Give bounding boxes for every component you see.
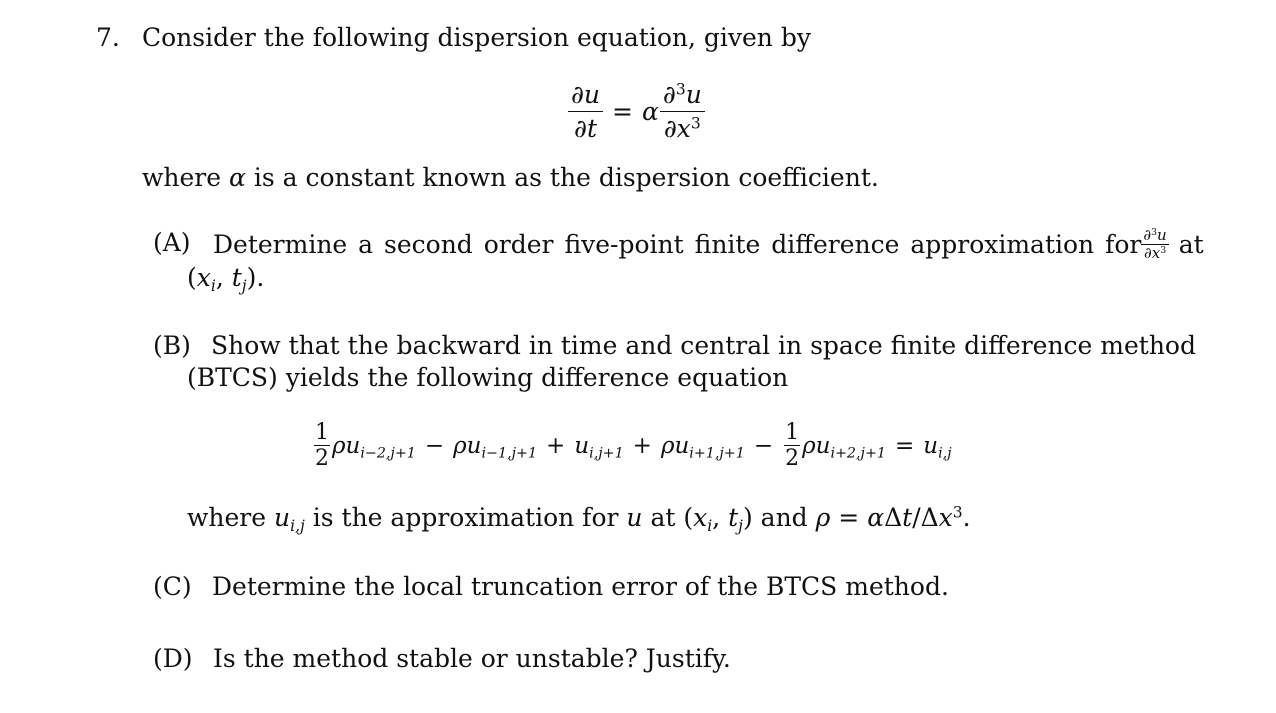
- part-b-line2: (BTCS) yields the following difference equation: [187, 363, 789, 392]
- part-a-label: (A): [153, 228, 191, 257]
- part-d-text: Is the method stable or unstable? Justify.: [213, 644, 731, 673]
- d3u-dx3-fraction: $\frac{\partial^3u}{\partial x^3}$: [660, 80, 705, 143]
- part-d-label: (D): [153, 644, 193, 673]
- d3u-dx3-inline-fraction: $\frac{\partial^3u}{\partial x^3}$: [1143, 226, 1167, 262]
- part-b-where-line: where $u_{i,j}$ is the approximation for u at ($x_i$, $t_j$) and ρ = αΔt/$\Delta x^3$.: [187, 503, 971, 535]
- where-alpha-line: where α is a constant known as the dispersion coefficient.: [142, 163, 879, 192]
- part-b-label: (B): [153, 331, 191, 360]
- half-fraction-2: $\frac{1}{2}$: [785, 420, 800, 471]
- part-c-label: (C): [153, 572, 192, 601]
- problem-intro: Consider the following dispersion equation, given by: [142, 23, 811, 52]
- du-dt-fraction: $\frac{\partial u}{\partial t}$: [568, 80, 603, 143]
- half-fraction: $\frac{1}{2}$: [315, 420, 329, 471]
- difference-equation: $\frac{1}{2}$ $\rho u_{i-2,j+1}$ − $\rho u_{i-1,j+1}$ + $u_{i,j+1}$ + $\rho u_{i+1,j+1}$ − $\frac{1}{2}$ $\rho u_{i+2,j+1}$ = $u_{i,j}$: [312, 420, 952, 471]
- part-a-line1: Determine a second order five-point finite difference approximation for $\frac{\partial^3u}{\partial x^3}$ at: [213, 226, 1204, 262]
- problem-number: 7.: [96, 23, 120, 52]
- part-c-text: Determine the local truncation error of the BTCS method.: [212, 572, 949, 601]
- dispersion-equation: $\frac{\partial u}{\partial t}$ = α $\frac{\partial^3u}{\partial x^3}$: [568, 80, 705, 143]
- part-b-line1: Show that the backward in time and central in space finite difference method: [211, 331, 1196, 360]
- part-a-point: ($x_i$, $t_j$).: [187, 263, 265, 295]
